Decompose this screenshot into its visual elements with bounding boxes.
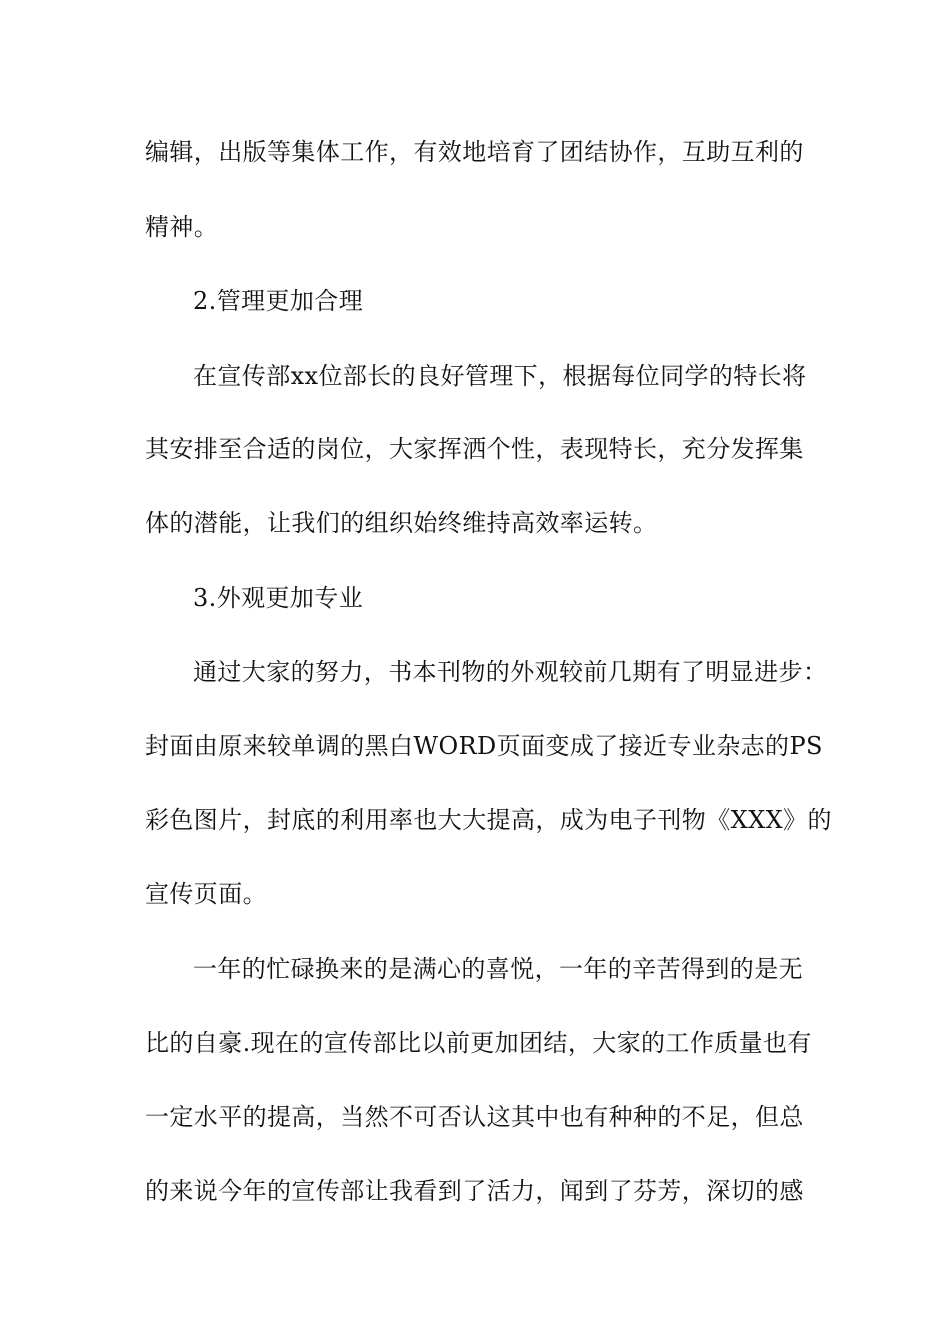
text-line: 一定水平的提高，当然不可否认这其中也有种种的不足，但总	[145, 1103, 804, 1131]
text-line: 彩色图片，封底的利用率也大大提高，成为电子刊物《XXX》的	[145, 806, 832, 834]
text-line: 精神。	[145, 213, 219, 241]
text-line: 体的潜能，让我们的组织始终维持高效率运转。	[145, 509, 658, 537]
section-heading: 3.外观更加专业	[193, 584, 364, 612]
text-line: 一年的忙碌换来的是满心的喜悦，一年的辛苦得到的是无	[193, 955, 803, 983]
text-line: 比的自豪.现在的宣传部比以前更加团结，大家的工作质量也有	[145, 1029, 812, 1057]
text-line: 在宣传部xx位部长的良好管理下，根据每位同学的特长将	[193, 362, 807, 390]
text-line: 通过大家的努力，书本刊物的外观较前几期有了明显进步：	[193, 658, 828, 686]
text-line: 封面由原来较单调的黑白WORD页面变成了接近专业杂志的PS	[145, 732, 823, 760]
text-line: 编辑，出版等集体工作，有效地培育了团结协作，互助互利的	[145, 138, 804, 166]
text-line: 其安排至合适的岗位，大家挥洒个性，表现特长，充分发挥集	[145, 435, 804, 463]
text-line: 宣传页面。	[145, 880, 267, 908]
section-heading: 2.管理更加合理	[193, 287, 364, 315]
text-line: 的来说今年的宣传部让我看到了活力，闻到了芬芳，深切的感	[145, 1177, 804, 1205]
